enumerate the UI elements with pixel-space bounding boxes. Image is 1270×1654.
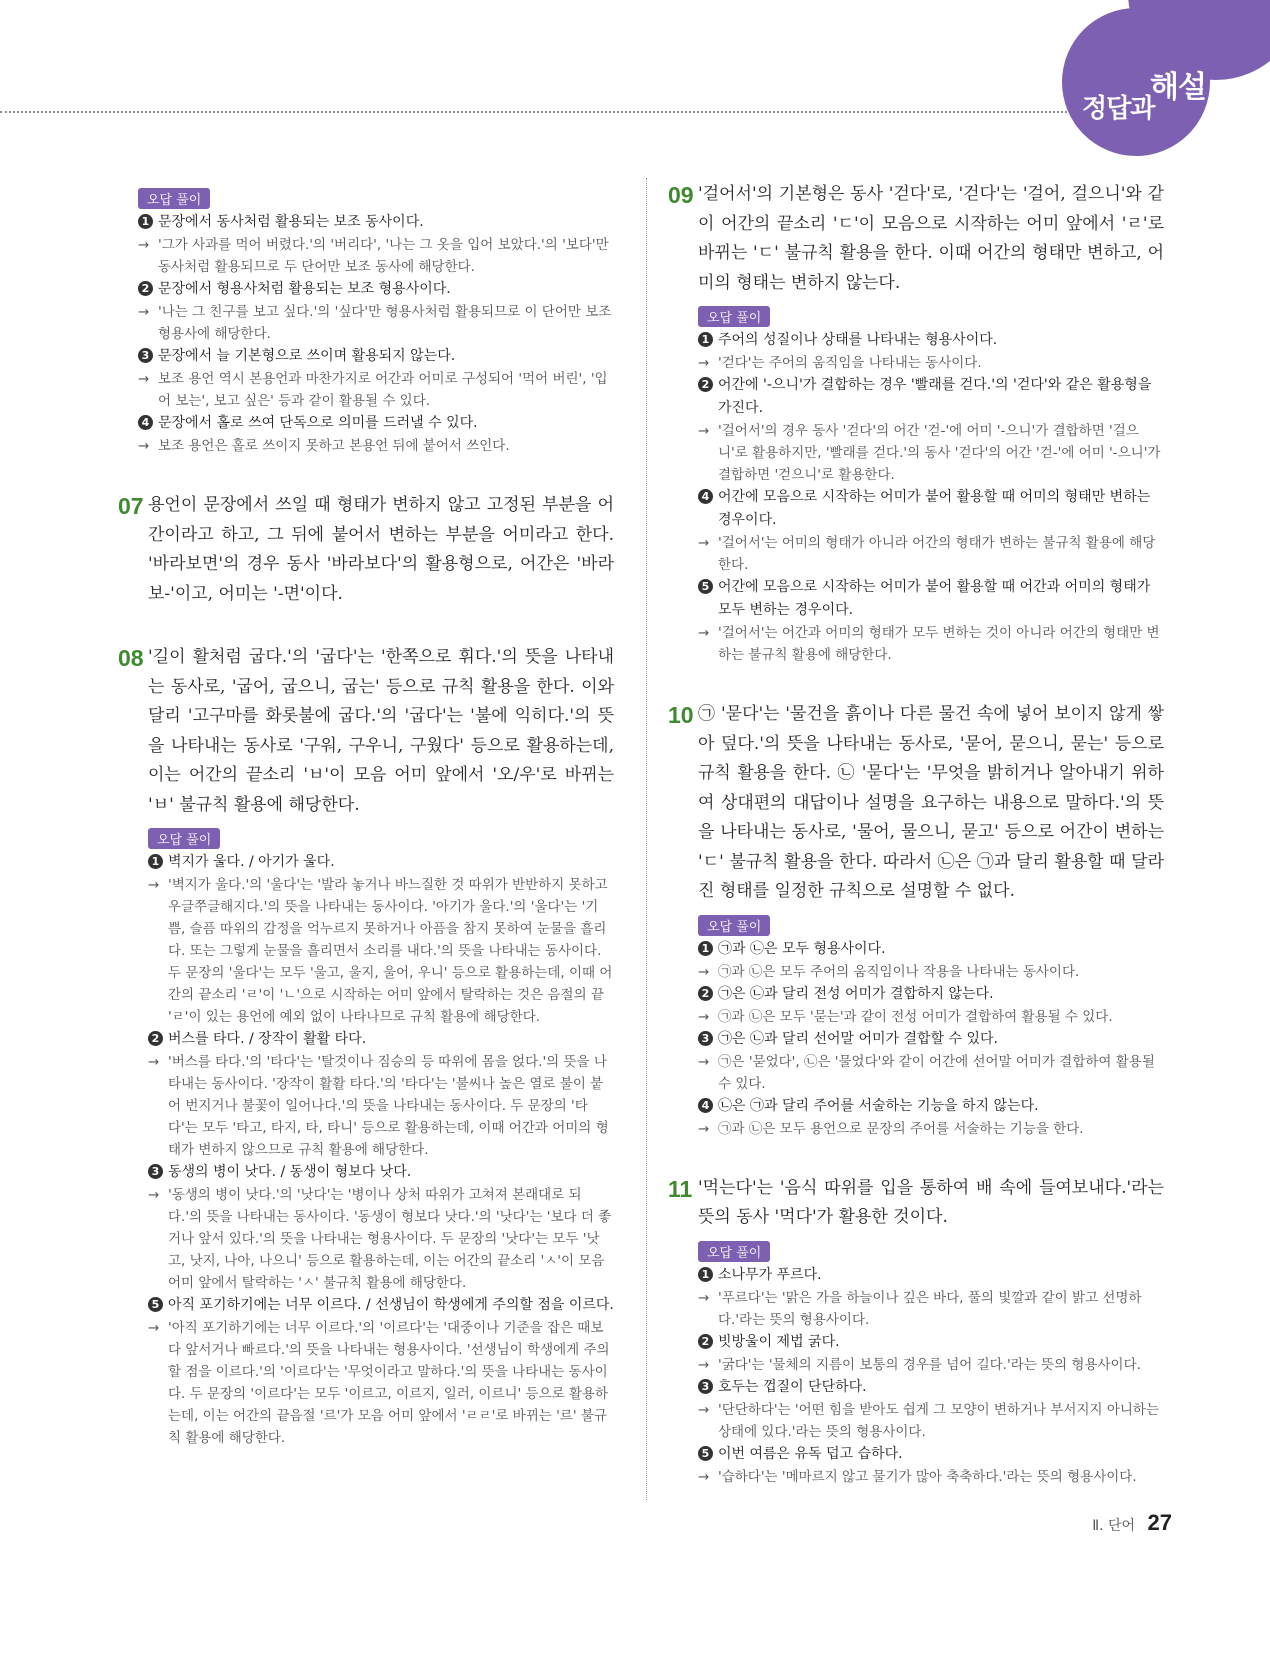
question-11 xyxy=(668,1174,1164,1233)
option-explanation xyxy=(138,234,614,278)
arrow-icon: → xyxy=(698,625,710,641)
arrow-icon: → xyxy=(138,237,150,253)
arrow-icon: → xyxy=(698,1008,710,1025)
option-title-text: 빗방울이 제법 굵다. xyxy=(718,1333,840,1350)
arrow-icon: → xyxy=(698,423,710,439)
option-explanation-text: '나는 그 친구를 보고 싶다.'의 '싶다'만 형용사처럼 활용되므로 이 단어만 보조 형용사에 해당한다. xyxy=(158,304,612,342)
option-explanation xyxy=(138,368,614,412)
option-title-text: 어간에 '-으니'가 결합하는 경우 '빨래를 걷다.'의 '걷다'와 같은 활용형을 가진다. xyxy=(718,377,1152,416)
question-explanation: 용언이 문장에서 쓰일 때 형태가 변하지 않고 고정된 부분을 어간이라고 하고, 그 뒤에 붙어서 변하는 부분을 어미라고 한다. '바라보면'의 경우 동사 '바라보다'의 활용형으로, 어간은 '바라보-'이고, 어미는 '-면'이다. xyxy=(148,495,614,604)
wrong-answer-section xyxy=(668,907,1164,1140)
arrow-icon: → xyxy=(138,438,150,454)
block-gap xyxy=(118,457,614,491)
option-title xyxy=(148,851,614,874)
option-title xyxy=(698,486,1164,532)
arrow-icon: → xyxy=(698,1356,710,1373)
option-explanation-text: '동생의 병이 낫다.'의 '낫다'는 '병이나 상처 따위가 고쳐져 본래대로 되다.'의 뜻을 나타내는 동사이다. '동생이 형보다 낫다.'의 '낫다'는 '보다 더 좋거나 앞서 있다.'의 뜻을 나타내는 형용사이다. 두 문장의 '낫다'는 모두 '낫고, 낫지, 나아, 나으니' 등으로 활용하는데, 이는 어간의 끝소리 'ㅅ'이 모음 어미 앞에서 탈락하는 'ㅅ' 불규칙 활용에 해당한다. xyxy=(168,1187,612,1291)
option-explanation-text: '걸어서'는 어미의 형태가 아니라 어간의 형태가 변하는 불규칙 활용에 해당한다. xyxy=(718,535,1156,573)
option-explanation xyxy=(698,1466,1164,1488)
option-number-badge: 5 xyxy=(148,1297,163,1312)
question-number: 11 xyxy=(668,1175,693,1202)
question-number: 07 xyxy=(118,493,144,519)
header-dotted-rule xyxy=(0,111,1075,113)
brand-label-1: 정답과 xyxy=(1082,94,1155,124)
option-title-text: 동생의 병이 낫다. / 동생이 형보다 낫다. xyxy=(168,1164,412,1180)
option-title-text: 어간에 모음으로 시작하는 어미가 붙어 활용할 때 어간과 어미의 형태가 모두 변하는 경우이다. xyxy=(718,579,1151,618)
arrow-icon: → xyxy=(698,1468,710,1485)
arrow-icon: → xyxy=(698,1289,710,1306)
option-title-text: ㉡은 ㉠과 달리 주어를 서술하는 기능을 하지 않는다. xyxy=(718,1097,1039,1114)
option-explanation-text: '걸어서'는 어간과 어미의 형태가 모두 변하는 것이 아니라 어간의 형태만 변하는 불규칙 활용에 해당한다. xyxy=(718,625,1160,663)
option-title xyxy=(698,983,1164,1006)
option-number-badge: 3 xyxy=(138,348,153,363)
option-title xyxy=(698,1376,1164,1399)
option-title-text: 소나무가 푸르다. xyxy=(718,1266,822,1283)
question-explanation: '길이 활처럼 굽다.'의 '굽다'는 '한쪽으로 휘다.'의 뜻을 나타내는 동사로, '굽어, 굽으니, 굽는' 등으로 규칙 활용을 한다. 이와 달리 '고구마를 화롯불에 굽다.'의 '굽다'는 '불에 익히다.'의 뜻을 나타내는 동사로 '구워, 구우니, 구웠다' 등으로 활용하는데, 이는 어간의 끝소리 'ㅂ'이 모음 어미 앞에서 '오/우'로 바뀌는 'ㅂ' 불규칙 활용에 해당한다. xyxy=(148,647,614,815)
option-title xyxy=(698,576,1164,622)
option-title xyxy=(698,1095,1164,1118)
wrong-answer-section xyxy=(118,820,614,1449)
option-title xyxy=(698,374,1164,420)
option-number-badge: 3 xyxy=(698,1031,713,1046)
wrong-answer-section xyxy=(668,298,1164,666)
option-title-text: 문장에서 형용사처럼 활용되는 보조 형용사이다. xyxy=(158,281,451,297)
option-number-badge: 2 xyxy=(698,377,713,392)
block-gap xyxy=(668,666,1164,700)
question-10 xyxy=(668,700,1164,907)
option-explanation-text: '굵다'는 '물체의 지름이 보통의 경우를 넘어 길다.'라는 뜻의 형용사이다. xyxy=(718,1356,1141,1373)
option-number-badge: 3 xyxy=(148,1164,163,1179)
right-column xyxy=(668,180,1164,1488)
option-explanation-text: '단단하다'는 '어떤 힘을 받아도 쉽게 그 모양이 변하거나 부서지지 아니하는 상태에 있다.'라는 뜻의 형용사이다. xyxy=(718,1401,1159,1440)
arrow-icon: → xyxy=(138,371,150,387)
option-explanation xyxy=(698,1118,1164,1140)
arrow-icon: → xyxy=(698,1120,710,1137)
wrong-answer-section xyxy=(668,1233,1164,1488)
arrow-icon: → xyxy=(698,963,710,980)
arrow-icon: → xyxy=(148,1054,160,1070)
arrow-icon: → xyxy=(698,1401,710,1418)
option-explanation xyxy=(698,420,1164,486)
block-gap xyxy=(118,609,614,643)
option-explanation-text: '아직 포기하기에는 너무 이르다.'의 '이르다'는 '대중이나 기준을 잡은 때보다 앞서거나 빠르다.'의 뜻을 나타내는 형용사이다. '선생님이 학생에게 주의할 점을 이르다.'의 '이르다'는 '무엇이라고 말하다.'의 뜻을 나타내는 동사이다. 두 문장의 '이르다'는 모두 '이르고, 이르지, 일러, 이르니' 등으로 활용하는데, 이는 어간의 끝음절 '르'가 모음 어미 앞에서 'ㄹㄹ'로 바뀌는 '르' 불규칙 활용에 해당한다. xyxy=(168,1320,610,1446)
brand-label-2: 해설 xyxy=(1150,70,1206,105)
option-explanation-text: '걷다'는 주어의 움직임을 나타내는 동사이다. xyxy=(718,355,982,371)
option-explanation xyxy=(138,301,614,345)
option-explanation-text: '벽지가 울다.'의 '울다'는 '발라 놓거나 바느질한 것 따위가 반반하지 못하고 우글쭈글해지다.'의 뜻을 나타내는 동사이다. '아기가 울다.'의 '울다'는 '기쁨, 슬픔 따위의 감정을 억누르지 못하거나 아픔을 참지 못하여 눈물을 흘리다. 또는 그렇게 눈물을 흘리면서 소리를 내다.'의 뜻을 나타내는 동사이다. 두 문장의 '울다'는 모두 '울고, 울지, 울어, 우니' 등으로 활용하는데, 이때 어간의 끝소리 'ㄹ'이 'ㄴ'으로 시작하는 어미 앞에서 탈락하는 것은 음절의 끝 'ㄹ'이 있는 용언에 예외 없이 나타나므로 규칙 활용에 해당한다. xyxy=(168,877,613,1025)
option-explanation xyxy=(138,435,614,457)
question-07 xyxy=(118,491,614,609)
option-explanation-text: ㉠과 ㉡은 모두 용언으로 문장의 주어를 서술하는 기능을 한다. xyxy=(718,1120,1084,1137)
option-number-badge: 2 xyxy=(148,1031,163,1046)
option-number-badge: 2 xyxy=(138,281,153,296)
option-title-text: ㉠과 ㉡은 모두 형용사이다. xyxy=(718,940,886,957)
option-title xyxy=(138,345,614,368)
option-explanation-text: ㉠과 ㉡은 모두 주어의 움직임이나 작용을 나타내는 동사이다. xyxy=(718,963,1080,980)
option-explanation-text: ㉠과 ㉡은 모두 '묻는'과 같이 전성 어미가 결합하여 활용될 수 있다. xyxy=(718,1008,1113,1025)
wrong-answer-tag: 오답 풀이 xyxy=(698,915,770,936)
question-explanation: ㉠ '묻다'는 '물건을 흙이나 다른 물건 속에 넣어 보이지 않게 쌓아 덮다.'의 뜻을 나타내는 동사로, '묻어, 묻으니, 묻는' 등으로 규칙 활용을 한다. ㉡ '묻다'는 '무엇을 밝히거나 알아내기 위하여 상대편의 대답이나 설명을 요구하는 내용으로 말하다.'의 뜻을 나타내는 동사로, '물어, 물으니, 묻고' 등으로 어간이 변하는 'ㄷ' 불규칙 활용을 한다. 따라서 ㉡은 ㉠과 달리 활용할 때 달라진 형태를 일정한 규칙으로 설명할 수 없다. xyxy=(698,704,1164,901)
wrong-answer-tag: 오답 풀이 xyxy=(138,188,210,209)
wrong-answer-section xyxy=(118,180,614,457)
option-explanation-text: '그가 사과를 먹어 버렸다.'의 '버리다', '나는 그 옷을 입어 보았다.'의 '보다'만 동사처럼 활용되므로 두 단어만 보조 동사에 해당한다. xyxy=(158,237,609,275)
option-number-badge: 4 xyxy=(698,489,713,504)
option-number-badge: 1 xyxy=(148,854,163,869)
page-number: 27 xyxy=(1147,1510,1172,1535)
option-title-text: 문장에서 늘 기본형으로 쓰이며 활용되지 않는다. xyxy=(158,348,456,364)
option-explanation xyxy=(698,1051,1164,1095)
option-title xyxy=(138,278,614,301)
option-title-text: 이번 여름은 유독 덥고 습하다. xyxy=(718,1445,903,1462)
option-explanation-text: '푸르다'는 '맑은 가을 하늘이나 깊은 바다, 풀의 빛깔과 같이 밝고 선명하다.'라는 뜻의 형용사이다. xyxy=(718,1289,1142,1328)
option-explanation xyxy=(698,1006,1164,1028)
question-number: 09 xyxy=(668,182,694,208)
option-title-text: 벽지가 울다. / 아기가 울다. xyxy=(168,854,335,870)
option-explanation xyxy=(148,1184,614,1294)
option-title-text: 버스를 타다. / 장작이 활활 타다. xyxy=(168,1031,367,1047)
arrow-icon: → xyxy=(148,1320,160,1336)
option-number-badge: 1 xyxy=(698,941,713,956)
option-title xyxy=(138,412,614,435)
option-explanation-text: '버스를 타다.'의 '타다'는 '탈것이나 짐승의 등 따위에 몸을 얹다.'의 뜻을 나타내는 동사이다. '장작이 활활 타다.'의 '타다'는 '불씨나 높은 열로 불이 붙어 번지거나 불꽃이 일어나다.'의 뜻을 나타내는 동사이다. 두 문장의 '타다'는 모두 '타고, 타지, 타, 타니' 등으로 활용하는데, 이때 어간과 어미의 형태가 변하지 않으므로 규칙 활용에 해당한다. xyxy=(168,1054,609,1158)
option-explanation-text: 보조 용언은 홀로 쓰이지 못하고 본용언 뒤에 붙어서 쓰인다. xyxy=(158,438,510,454)
option-explanation xyxy=(698,622,1164,666)
question-number: 08 xyxy=(118,645,144,671)
option-title xyxy=(698,1028,1164,1051)
option-number-badge: 1 xyxy=(138,214,153,229)
option-title xyxy=(698,1264,1164,1287)
option-title xyxy=(148,1294,614,1317)
column-divider xyxy=(646,178,647,1500)
block-gap xyxy=(668,1140,1164,1174)
option-title-text: 문장에서 동사처럼 활용되는 보조 동사이다. xyxy=(158,214,424,230)
option-explanation-text: ㉠은 '묻었다', ㉡은 '물었다'와 같이 어간에 선어말 어미가 결합하여 활용될 수 있다. xyxy=(718,1053,1155,1092)
question-09 xyxy=(668,180,1164,298)
option-number-badge: 1 xyxy=(698,332,713,347)
arrow-icon: → xyxy=(698,1053,710,1070)
option-title-text: 호두는 껍질이 단단하다. xyxy=(718,1378,867,1395)
option-number-badge: 5 xyxy=(698,1446,713,1461)
option-explanation xyxy=(698,532,1164,576)
question-explanation: '걸어서'의 기본형은 동사 '걷다'로, '걷다'는 '걸어, 걸으니'와 같이 어간의 끝소리 'ㄷ'이 모음으로 시작하는 어미 앞에서 'ㄹ'로 바뀌는 'ㄷ' 불규칙 활용을 한다. 이때 어간의 형태만 변하고, 어미의 형태는 변하지 않는다. xyxy=(698,184,1164,293)
option-number-badge: 1 xyxy=(698,1267,713,1282)
option-explanation xyxy=(698,1354,1164,1376)
option-title xyxy=(148,1028,614,1051)
option-title-text: 어간에 모음으로 시작하는 어미가 붙어 활용할 때 어미의 형태만 변하는 경우이다. xyxy=(718,489,1151,528)
wrong-answer-tag: 오답 풀이 xyxy=(698,1241,770,1262)
option-title xyxy=(138,211,614,234)
option-title-text: ㉠은 ㉡과 달리 선어말 어미가 결합할 수 있다. xyxy=(718,1030,998,1047)
option-number-badge: 3 xyxy=(698,1379,713,1394)
arrow-icon: → xyxy=(698,535,710,551)
arrow-icon: → xyxy=(138,304,150,320)
page-footer xyxy=(1092,1510,1172,1536)
option-title-text: 문장에서 홀로 쓰여 단독으로 의미를 드러낼 수 있다. xyxy=(158,415,478,431)
section-label: Ⅱ. 단어 xyxy=(1092,1518,1136,1534)
option-explanation-text: '걸어서'의 경우 동사 '걷다'의 어간 '걷-'에 어미 '-으니'가 결합하면 '걸으니'로 활용하지만, '빨래를 걷다.'의 동사 '걷다'의 어간 '걷-'에 어미 '-으니'가 결합하면 '걷으니'로 활용한다. xyxy=(718,423,1161,483)
arrow-icon: → xyxy=(148,1187,160,1203)
arrow-icon: → xyxy=(698,355,710,371)
arrow-icon: → xyxy=(148,877,160,893)
option-number-badge: 2 xyxy=(698,1334,713,1349)
option-number-badge: 4 xyxy=(138,415,153,430)
question-explanation: '먹는다'는 '음식 따위를 입을 통하여 배 속에 들여보내다.'라는 뜻의 동사 '먹다'가 활용한 것이다. xyxy=(698,1177,1164,1227)
option-explanation xyxy=(148,874,614,1028)
option-title xyxy=(698,1331,1164,1354)
option-number-badge: 2 xyxy=(698,986,713,1001)
option-title xyxy=(148,1161,614,1184)
option-explanation xyxy=(698,352,1164,374)
option-number-badge: 5 xyxy=(698,579,713,594)
option-explanation xyxy=(698,961,1164,983)
option-explanation xyxy=(698,1399,1164,1443)
option-explanation xyxy=(698,1287,1164,1331)
option-title-text: 아직 포기하기에는 너무 이르다. / 선생님이 학생에게 주의할 점을 이르다. xyxy=(168,1297,614,1313)
option-title xyxy=(698,1443,1164,1466)
option-title-text: 주어의 성질이나 상태를 나타내는 형용사이다. xyxy=(718,332,998,348)
option-explanation-text: '습하다'는 '메마르지 않고 물기가 많아 축축하다.'라는 뜻의 형용사이다. xyxy=(718,1468,1137,1485)
option-explanation xyxy=(148,1317,614,1449)
question-number: 10 xyxy=(668,702,694,728)
option-number-badge: 4 xyxy=(698,1098,713,1113)
left-column xyxy=(118,180,614,1449)
option-explanation-text: 보조 용언 역시 본용언과 마찬가지로 어간과 어미로 구성되어 '먹어 버린', '입어 보는', 보고 싶은' 등과 같이 활용될 수 있다. xyxy=(158,371,608,409)
wrong-answer-tag: 오답 풀이 xyxy=(148,828,220,849)
option-explanation xyxy=(148,1051,614,1161)
wrong-answer-tag: 오답 풀이 xyxy=(698,306,770,327)
option-title-text: ㉠은 ㉡과 달리 전성 어미가 결합하지 않는다. xyxy=(718,985,994,1002)
option-title xyxy=(698,938,1164,961)
question-08 xyxy=(118,643,614,820)
option-title xyxy=(698,329,1164,352)
